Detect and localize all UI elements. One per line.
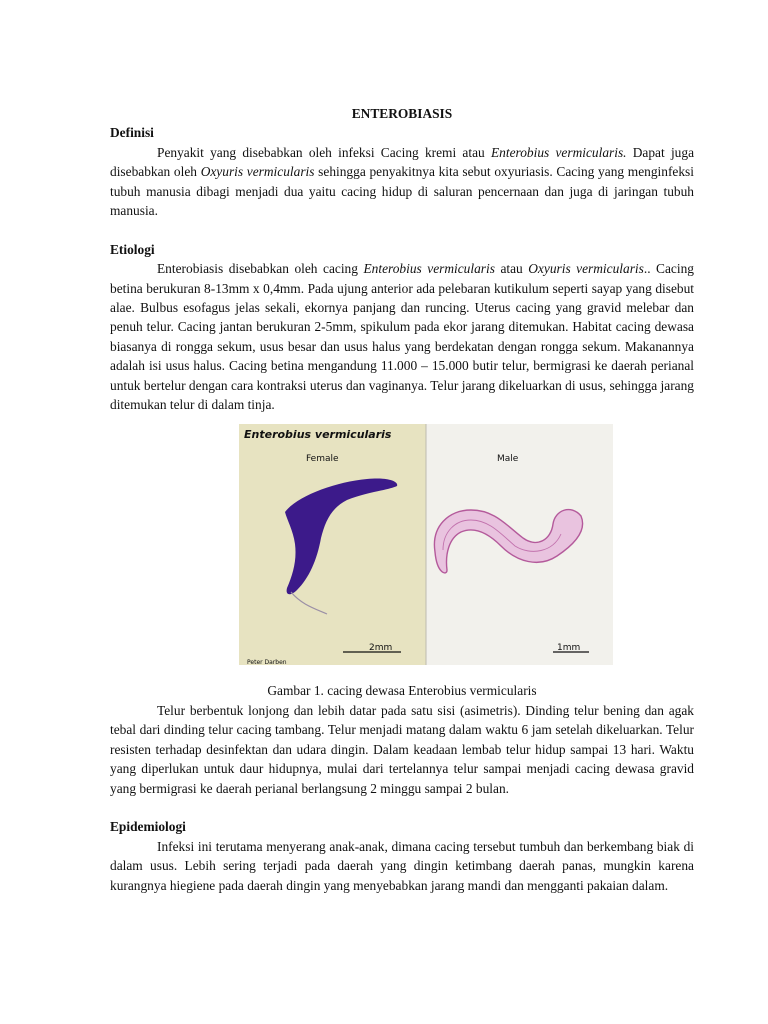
female-scale-label: 2mm: [369, 643, 393, 654]
female-label: Female: [306, 454, 339, 465]
micrograph-image: [239, 424, 613, 665]
figure-header-label: Enterobius vermicularis: [244, 428, 392, 442]
male-scale-label: 1mm: [557, 643, 581, 654]
document-body: [110, 104, 694, 895]
figure-caption: Gambar 1. cacing dewasa Enterobius vermicularis: [267, 683, 537, 699]
page-title: ENTEROBIASIS: [351, 106, 453, 121]
epidemiologi-paragraph: Infeksi ini terutama menyerang anak-anak, dimana cacing tersebut tumbuh dan berkembang biak di dalam usus. Lebih sering terjadi pada daerah yang dingin ketimbang daerah panas, mungkin karena kurangnya hiegiene pada daerah dingin yang menyebabkan jarang mandi dan mengganti pakaian dalam.: [110, 838, 694, 893]
figure-enterobius-micrograph: [239, 424, 613, 665]
etiologi-paragraph-2: Telur berbentuk lonjong dan lebih datar pada satu sisi (asimetris). Dinding telur bening dan agak tebal dari dinding telur cacing tambang. Telur menjadi matang dalam waktu 6 jam setelah dikeluarkan. Telur resisten terhadap desinfektan dan udara dingin. Dalam keadaan lembab telur hidup sampai 13 hari. Waktu yang diperlukan untuk daur hidupnya, mulai dari tertelannya telur sampai menjadi cacing dewasa gravid yang bermigrasi ke daerah perianal berlangsung 2 minggu sampai 2 bulan.: [110, 702, 694, 796]
definisi-paragraph: Penyakit yang disebabkan oleh infeksi Cacing kremi atau Enterobius vermicularis. Dapat juga disebabkan oleh Oxyuris vermicularis sehingga penyakitnya kita sebut oxyuriasis. Cacing yang menginfeksi tubuh manusia dibagi menjadi dua yaitu cacing hidup di saluran pencernaan dan juga di jaringan tubuh manusia.: [110, 144, 695, 219]
section-heading-etiologi: Etiologi: [110, 241, 155, 257]
section-heading-definisi: Definisi: [110, 125, 154, 141]
male-label: Male: [497, 454, 519, 465]
etiologi-paragraph-1: Enterobiasis disebabkan oleh cacing Enterobius vermicularis atau Oxyuris vermicularis.. Cacing betina berukuran 8-13mm x 0,4mm. Pada ujung anterior ada pelebaran kutikulum seperti sayap yang disebut alae. Bulbus esofagus jelas sekali, ekornya panjang dan runcing. Uterus cacing yang gravid melebar dan penuh telur. Cacing jantan berukuran 2-5mm, spikulum pada ekor jarang ditemukan. Habitat cacing dewasa biasanya di rongga sekum, usus besar dan usus halus yang berdekatan dengan rongga sekum. Makanannya adalah isi usus halus. Cacing betina mengandung 11.000 – 15.000 butir telur, bermigrasi ke daerah perianal untuk bertelur dengan cara kontraksi uterus dan vaginanya. Telur jarang dikeluarkan di usus, sehingga jarang ditemukan telur di dalam tinja.: [110, 261, 694, 413]
photo-credit: Peter Darben: [247, 659, 287, 667]
section-heading-epidemiologi: Epidemiologi: [110, 819, 186, 835]
